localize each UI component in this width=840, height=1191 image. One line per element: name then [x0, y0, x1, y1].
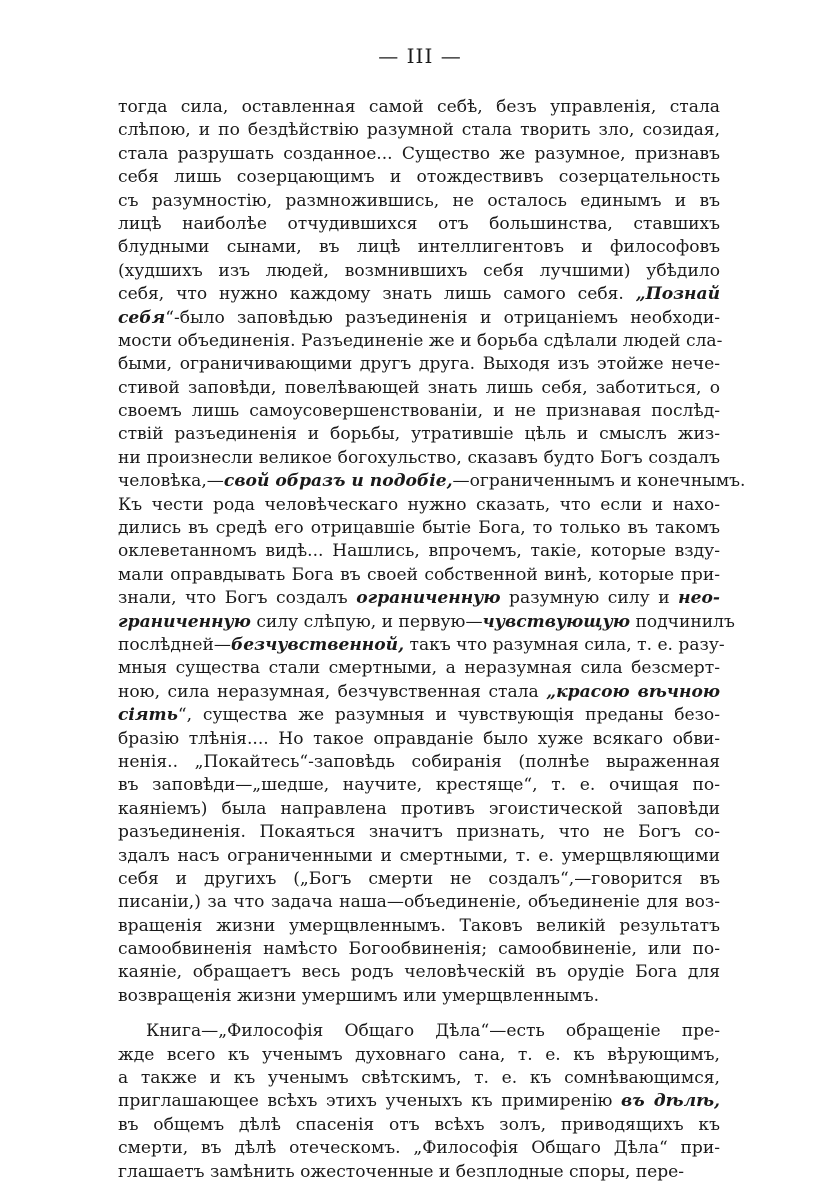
- emphasis-text: сіять: [118, 705, 178, 726]
- text-line: себя и другихъ („Богъ смерти не создалъ“,—говорится въ: [118, 868, 720, 889]
- emphasis-text: „красою вѣчною: [546, 681, 720, 702]
- text-line: въ общемъ дѣлѣ спасенія отъ всѣхъ золъ, приводящихъ къ: [118, 1114, 720, 1135]
- text-line: сіять“, существа же разумныя и чувствующія преданы безо-: [118, 705, 720, 726]
- text-line: приглашающее всѣхъ этихъ ученыхъ къ примиренію въ дѣлѣ,: [118, 1091, 721, 1112]
- text-line: а также и къ ученымъ свѣтскимъ, т. е. къ сомнѣвающимся,: [118, 1068, 720, 1089]
- text-line: смерти, въ дѣлѣ отеческомъ. „Философія Общаго Дѣла“ при-: [118, 1138, 720, 1159]
- text-line: глашаетъ замѣнить ожесточенные и безплодные споры, пере-: [118, 1161, 685, 1182]
- text-line: оклеветанномъ видѣ... Нашлись, впрочемъ, такіе, которые взду-: [118, 541, 720, 562]
- page-number: — III —: [378, 44, 462, 68]
- emphasis-text: нео-: [678, 588, 720, 609]
- emphasis-text: безчувственной,: [230, 634, 405, 655]
- emphasis-text: свой образъ и подобіе,: [223, 471, 453, 492]
- text-line: разъединенія. Покаяться значитъ признать, что не Богъ со-: [118, 822, 720, 843]
- text-line: вращенія жизни умерщвленнымъ. Таковъ великій результатъ: [118, 915, 720, 936]
- text-line: Къ чести рода человѣческаго нужно сказать, что если и нахо-: [118, 494, 720, 515]
- text-line: себя, что нужно каждому знать лишь самого себя. „Познай: [118, 284, 720, 305]
- text-line: мали оправдывать Бога въ своей собственной винѣ, которые при-: [118, 564, 720, 585]
- text-line: бразію тлѣнія.... Но такое оправданіе было хуже всякаго обви-: [118, 728, 720, 749]
- text-line: дились въ средѣ его отрицавшіе бытіе Бога, то только въ такомъ: [118, 518, 720, 539]
- text-line: своемъ лишь самоусовершенствованіи, и не признавая послѣд-: [118, 401, 720, 422]
- text-line: ненія.. „Покайтесь“-заповѣдь собиранія (полнѣе выраженная: [118, 751, 720, 772]
- text-line: каяніе, обращаетъ весь родъ человѣческій въ орудіе Бога для: [118, 962, 720, 983]
- text-line: жде всего къ ученымъ духовнаго сана, т. е. къ вѣрующимъ,: [118, 1044, 720, 1065]
- emphasis-text: ограниченную: [356, 588, 501, 609]
- text-line: себя лишь созерцающимъ и отождествивъ созерцательность: [118, 167, 720, 188]
- emphasis-text: граниченную: [118, 611, 251, 632]
- text-line: съ разумностію, размножившись, не осталось единымъ и въ: [118, 190, 720, 211]
- text-line: ни произнесли великое богохульство, сказавъ будто Богъ создалъ: [118, 447, 720, 468]
- text-line: стивой заповѣди, повелѣвающей знать лишь себя, заботиться, о: [118, 377, 720, 398]
- emphasis-text: себя: [118, 307, 166, 328]
- text-line: въ заповѣди—„шедше, научите, крестяще“, т. е. очищая по-: [118, 775, 720, 796]
- text-line: стала разрушать созданное... Существо же разумное, признавъ: [118, 143, 720, 164]
- text-line: мныя существа стали смертными, а неразумная сила безсмерт-: [118, 658, 720, 679]
- text-line: себя“-было заповѣдью разъединенія и отрицаніемъ необходи-: [118, 307, 720, 328]
- text-line: (худшихъ изъ людей, возмнившихъ себя лучшими) убѣдило: [118, 260, 720, 281]
- emphasis-text: въ дѣлѣ,: [621, 1091, 721, 1112]
- text-line: человѣка,—свой образъ и подобіе,—ограниченнымъ и конечнымъ.: [118, 471, 746, 492]
- text-line: ствій разъединенія и борьбы, утратившіе цѣль и смыслъ жиз-: [118, 424, 720, 445]
- emphasis-text: чувствующую: [482, 611, 631, 632]
- text-line: быми, ограничивающими другъ друга. Выходя изъ этойже нече-: [118, 354, 720, 375]
- text-line: граниченную силу слѣпую, и первую—чувствующую подчинилъ: [118, 611, 735, 632]
- text-line: писаніи,) за что задача наша—объединеніе, объединеніе для воз-: [118, 892, 720, 913]
- emphasis-text: „Познай: [635, 284, 720, 305]
- text-line: слѣпою, и по бездѣйствію разумной стала творить зло, созидая,: [118, 120, 720, 141]
- text-line: каяніемъ) была направлена противъ эгоистической заповѣди: [118, 798, 720, 819]
- text-line: самообвиненія намѣсто Богообвиненія; самообвиненіе, или по-: [118, 939, 720, 960]
- text-line: ною, сила неразумная, безчувственная стала „красою вѣчною: [118, 681, 720, 702]
- text-line: здалъ насъ ограниченными и смертными, т. е. умерщвляющими: [118, 845, 720, 866]
- body-text: [118, 96, 746, 1184]
- text-line: мости объединенія. Разъединеніе же и борьба сдѣлали людей сла-: [118, 330, 723, 351]
- text-line: знали, что Богъ создалъ ограниченную разумную силу и нео-: [118, 588, 720, 609]
- text-line: послѣдней—безчувственной, такъ что разумная сила, т. е. разу-: [118, 634, 725, 655]
- text-line: лицѣ наиболѣе отчудившихся отъ большинства, ставшихъ: [118, 213, 720, 234]
- text-line: тогда сила, оставленная самой себѣ, безъ управленія, стала: [118, 97, 720, 117]
- text-line: блудными сынами, въ лицѣ интеллигентовъ и философовъ: [118, 237, 720, 258]
- text-line: Книга—„Философія Общаго Дѣла“—есть обращеніе пре-: [146, 1021, 720, 1042]
- paragraph-gap: [118, 1008, 720, 1020]
- text-line: возвращенія жизни умершимъ или умерщвленнымъ.: [118, 985, 600, 1006]
